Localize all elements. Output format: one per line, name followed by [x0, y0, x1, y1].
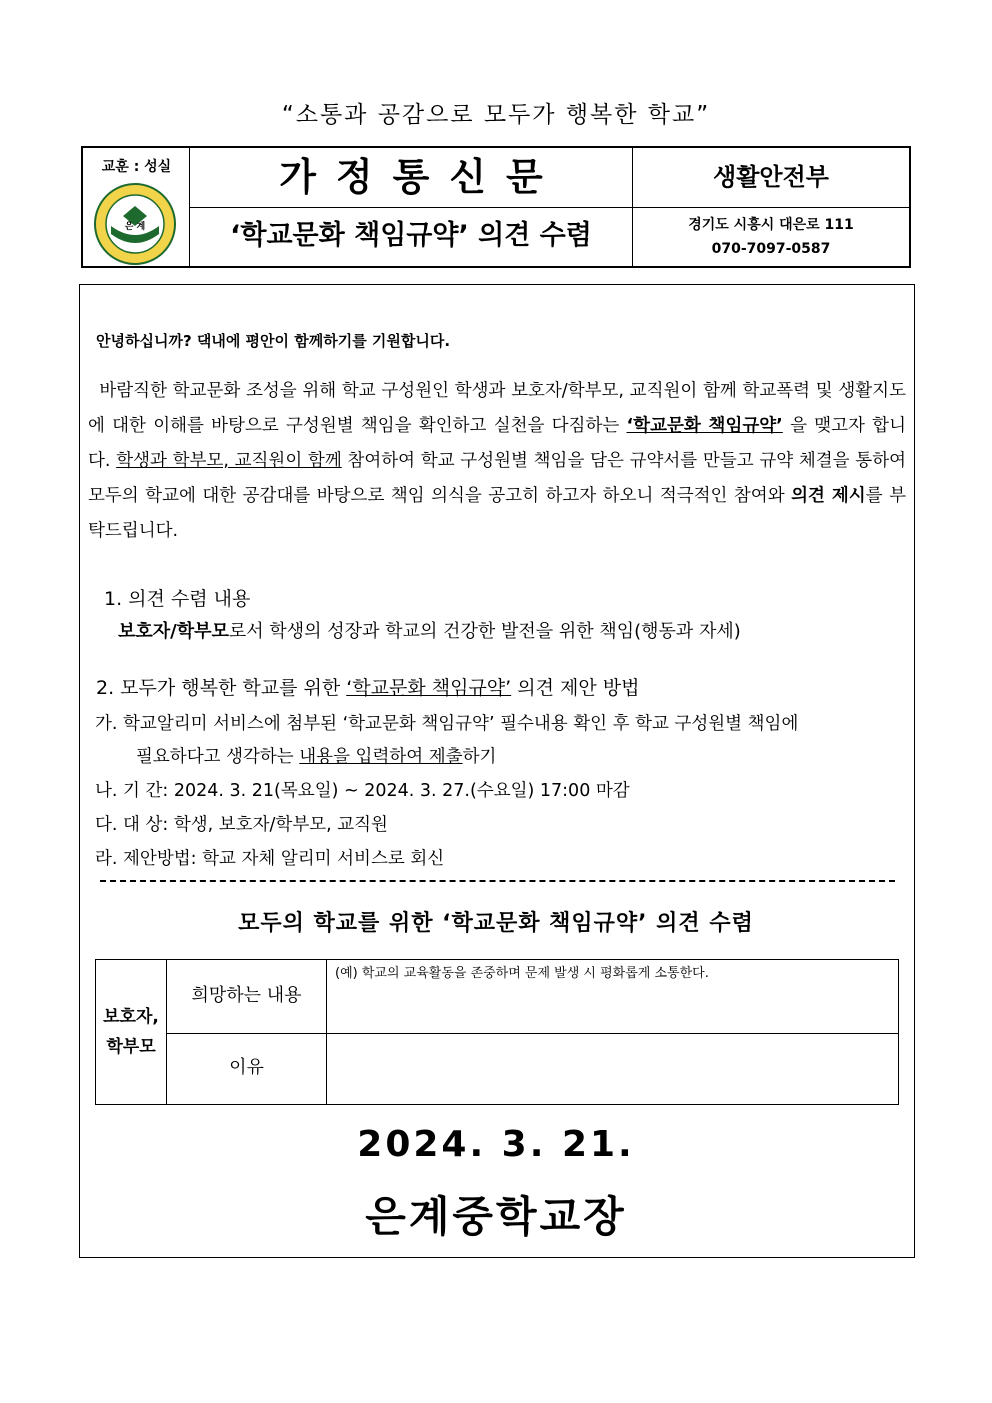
- school-phone: 070-7097-0587: [711, 241, 831, 257]
- opinion-form: [95, 959, 899, 1105]
- row2-input[interactable]: [327, 1034, 898, 1104]
- intro-paragraph: [88, 374, 906, 549]
- section1-title: 1. 의견 수렴 내용: [104, 588, 251, 610]
- item-ga-text-b: 하기: [462, 747, 497, 767]
- letter-header: [81, 146, 911, 268]
- intro-highlight-2: 학생과 학부모, 교직원이 함께: [116, 451, 342, 471]
- seal-text: 은 계: [124, 222, 146, 232]
- form-group-label: [96, 960, 167, 1104]
- row1-label: 희망하는 내용: [167, 960, 327, 1034]
- intro-text-4: 를 부탁드립니다.: [88, 486, 906, 541]
- item-ga-line1: 가. 학교알리미 서비스에 첨부된 ‘학교문화 책임규약’ 필수내용 확인 후 학교 구성원별 책임에: [95, 714, 799, 734]
- item-ra-method: 라. 제안방법: 학교 자체 알리미 서비스로 회신: [95, 849, 445, 869]
- section2-title-a: 2. 모두가 행복한 학교를 위한: [96, 677, 347, 699]
- page-subtitle: ‘학교문화 책임규약’ 의견 수렴: [190, 208, 633, 266]
- item-da-target: 다. 대 상: 학생, 보호자/학부모, 교직원: [95, 815, 388, 835]
- item-ga-line2: [136, 743, 496, 768]
- school-address: 경기도 시흥시 대은로 111: [688, 217, 854, 233]
- section2-title: [96, 673, 639, 700]
- row2-label: 이유: [167, 1034, 327, 1104]
- form-group-line1: 보호자,: [103, 1007, 159, 1027]
- section2-title-b: 의견 제안 방법: [511, 677, 640, 699]
- contact-info: [633, 208, 909, 266]
- school-seal-logo: [93, 182, 177, 266]
- row1-input[interactable]: (예) 학교의 교육활동을 존중하며 문제 발생 시 평화롭게 소통한다.: [327, 960, 898, 1034]
- issue-date: 2024. 3. 21.: [357, 1124, 635, 1165]
- form-title: 모두의 학교를 위한 ‘학교문화 책임규약’ 의견 수렴: [238, 911, 754, 936]
- intro-highlight-1: ‘학교문화 책임규약’: [626, 416, 783, 436]
- item-ga-text-a: 필요하다고 생각하는: [136, 747, 300, 767]
- school-motto: 교훈 : 성실: [101, 159, 172, 175]
- item-ga-highlight: 내용을 입력하여 제출: [299, 747, 463, 767]
- department: 생활안전부: [633, 148, 909, 208]
- greeting: 안녕하십니까? 댁내에 평안이 함께하기를 기원합니다.: [96, 332, 451, 350]
- section1-text: [118, 617, 741, 643]
- cut-line: [100, 880, 895, 882]
- section2-title-highlight: ‘학교문화 책임규약’: [346, 677, 512, 699]
- intro-text-3: 참여하여 학교 구성원별 책임을 담은 규약서를 만들고 규약 체결을 통하여 모두의 학교에 대한 공감대를 바탕으로 책임 의식을 공고히 하고자 하오니 적극적인 참여와: [88, 451, 906, 506]
- logo-cell: [83, 148, 190, 266]
- form-group-line2: 학부모: [106, 1037, 156, 1057]
- school-slogan: “소통과 공감으로 모두가 행복한 학교”: [281, 102, 711, 128]
- item-na-period: 나. 기 간: 2024. 3. 21(목요일) ~ 2024. 3. 27.(수요일) 17:00 마감: [95, 781, 630, 801]
- section1-desc: 로서 학생의 성장과 학교의 건강한 발전을 위한 책임(행동과 자세): [228, 621, 741, 642]
- intro-text-1: 바람직한 학교문화 조성을 위해 학교 구성원인 학생과 보호자/학부모, 교직원이 함께 학교폭력 및 생활지도에 대한 이해를 바탕으로 구성원별 책임을 확인하고 실천을 다짐하는: [88, 381, 906, 436]
- page-title: 가정통신문: [190, 148, 633, 208]
- principal-signature: 은계중학교장: [365, 1192, 627, 1241]
- intro-highlight-3: 의견 제시: [791, 486, 866, 506]
- section1-target: 보호자/학부모: [118, 621, 229, 642]
- intro-text-2: 을 맺고자 합니다.: [88, 416, 906, 471]
